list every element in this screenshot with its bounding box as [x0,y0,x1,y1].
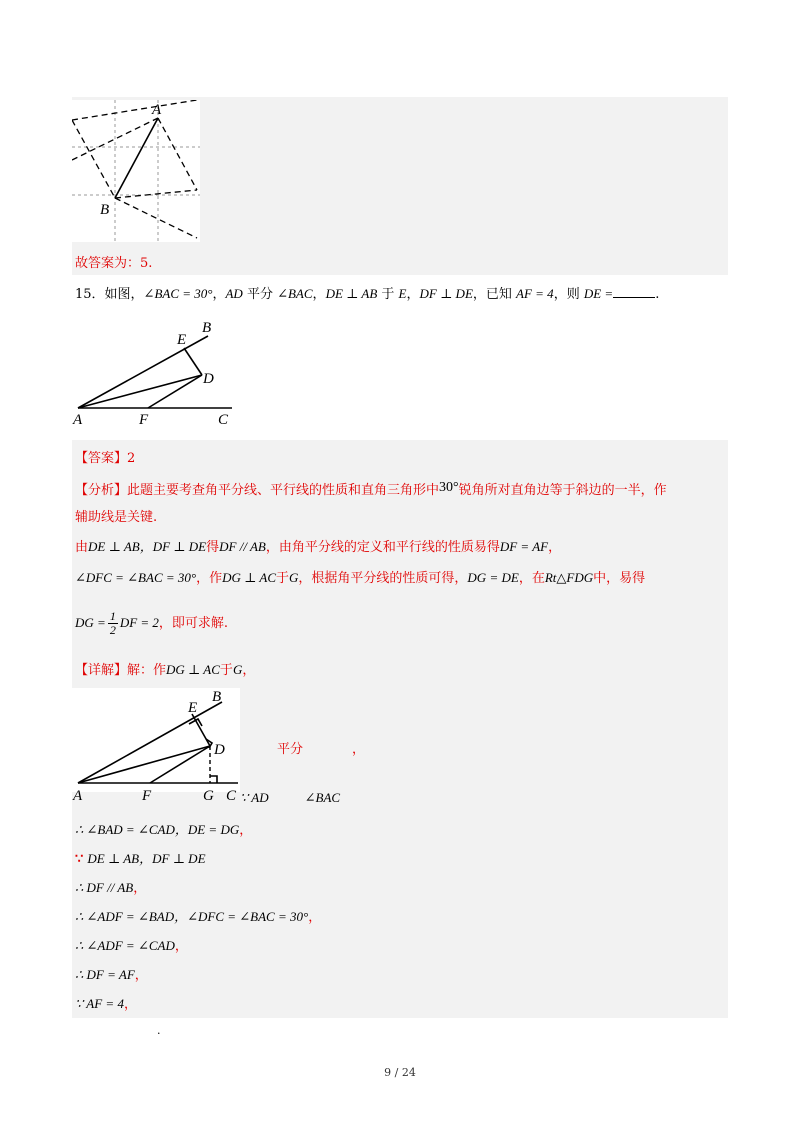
analysis-line-1 [75,480,667,499]
q15-tail: . [655,287,660,302]
detail-step-8-comma: ， [123,997,137,1012]
detail-step-4 [75,880,146,897]
q15-sep1: ， [212,287,226,302]
analysis-4h: ，在 [518,571,545,586]
analysis-5a: DG = [75,615,106,631]
analysis-text-1b: 锐角所对直角边等于斜边的一半，作 [458,483,667,498]
analysis-tag: 【分析】 [75,483,128,498]
fig3-label-d: D [214,742,225,758]
analysis-3a: 由 [75,540,89,555]
fig2-label-f: F [139,412,149,428]
fig2-label-c: C [218,412,229,428]
detail-step-2 [75,822,252,839]
detail-intro-yu: 于 [219,663,233,678]
figure-question-15 [72,318,242,430]
detail-step-5-math: ∴ ∠ADF = ∠BAD，∠DFC = ∠BAC = 30° [75,909,309,924]
fig2-label-a: A [73,412,83,428]
detail-step-8 [75,996,137,1013]
detail-step-6-comma: ， [174,939,188,954]
analysis-3f: DF = AF [499,539,549,554]
detail-step-3-math: DE ⊥ AB，DF ⊥ DE [87,851,206,866]
analysis-4d: 于 [276,571,290,586]
analysis-line-3 [75,539,561,556]
analysis-3g: ， [548,540,562,555]
prev-answer: 故答案为：5. [75,256,153,271]
fig3-label-e: E [188,700,198,716]
detail-intro-end: ， [242,663,256,678]
detail-step-1 [240,790,340,807]
detail-intro: 解：作 [127,663,167,678]
detail-step-4-math: ∴ DF // AB [75,880,134,895]
analysis-4j: 中，易得 [593,571,646,586]
fig2-label-d: D [203,371,214,387]
analysis-4f: ，根据角平分线的性质可得， [298,571,468,586]
analysis-5c: ，即可求解. [158,616,229,632]
analysis-4b: ，作 [196,571,223,586]
q15-cond2: AD [225,286,243,301]
q15-cond6: DF ⊥ DE [419,286,473,301]
detail-step-5 [75,909,321,926]
q15-sep3: ， [406,287,420,302]
analysis-3c: 得 [206,540,220,555]
detail-tag: 【详解】 [75,663,128,678]
detail-step-2-math: ∴ ∠BAD = ∠CAD，DE = DG [75,822,240,837]
fig3-label-g: G [203,788,214,804]
detail-step-1a: ∵ AD [240,790,269,805]
detail-step-6 [75,938,188,955]
q15-text7: ，则 [553,287,584,302]
answer-blank [613,285,655,298]
detail-step-1b: ∠BAC [304,790,341,805]
analysis-deg: 30° [439,480,459,495]
analysis-line-4 [75,570,645,587]
detail-step-3-since: ∵ [75,852,84,867]
fig2-label-e: E [177,332,187,348]
analysis-line-2: 辅助线是关键. [75,510,158,525]
detail-step-5-comma: ， [308,910,322,925]
fig3-label-a: A [73,788,83,804]
q15-sep2: ， [312,287,326,302]
fig1-label-a: A [152,102,162,118]
analysis-3e: ，由角平分线的定义和平行线的性质易得 [265,540,500,555]
detail-step-2-comma: ， [239,823,253,838]
page-number: 9 / 24 [384,1066,416,1079]
fig1-label-b: B [100,202,110,218]
analysis-4e: G [289,570,299,585]
figure-grid-triangles [72,100,200,242]
detail-step-4-comma: ， [133,881,147,896]
detail-dot: . [157,1024,161,1037]
q15-text4: 于 [377,287,399,302]
detail-step-6-math: ∴ ∠ADF = ∠CAD [75,938,175,953]
q15-cond4: DE ⊥ AB [325,286,378,301]
figure-solution [72,688,242,806]
analysis-5b: DF = 2 [119,615,159,631]
q15-cond3: ∠BAC [277,286,313,301]
analysis-4a: ∠DFC = ∠BAC = 30° [75,570,197,585]
detail-step-7-comma: ， [134,968,148,983]
analysis-4g: DG = DE [467,570,519,585]
detail-line [75,662,255,679]
detail-intro-g: G [232,662,243,677]
question-15 [75,285,659,303]
fig3-label-f: F [142,788,152,804]
analysis-line-5 [75,610,228,637]
detail-side-comma: ， [352,742,366,757]
analysis-4c: DG ⊥ AC [222,570,276,585]
analysis-3b: DE ⊥ AB，DF ⊥ DE [88,539,207,554]
analysis-text-1a: 此题主要考查角平分线、平行线的性质和直角三角形中 [127,483,440,498]
q15-cond7: AF = 4 [516,286,554,301]
answer-value: 2 [127,451,136,466]
q15-cond8: DE = [583,286,614,301]
analysis-3d: DF // AB [219,539,266,554]
detail-step-7-math: ∴ DF = AF [75,967,135,982]
q15-cond5: E [398,286,407,301]
fig3-label-c: C [226,788,237,804]
fig2-label-b: B [202,320,212,336]
q15-text6: ，已知 [472,287,517,302]
fraction-numerator: 1 [109,609,116,623]
q15-cond1: ∠BAC = 30° [143,286,213,301]
detail-intro-math: DG ⊥ AC [166,662,220,677]
fraction-denominator: 2 [109,623,116,638]
detail-step-8-math: ∵ AF = 4 [75,996,124,1011]
fig3-label-b: B [212,689,222,705]
detail-step-7 [75,967,148,984]
detail-side-text: 平分 [277,742,304,757]
fraction-half [108,610,118,637]
answer-line [75,451,135,467]
q15-text2: 平分 [242,287,278,302]
analysis-4i: Rt△FDG [544,570,594,585]
detail-step-3 [75,851,206,868]
answer-tag: 【答案】 [75,451,128,466]
q15-number: 15．如图， [75,287,144,302]
